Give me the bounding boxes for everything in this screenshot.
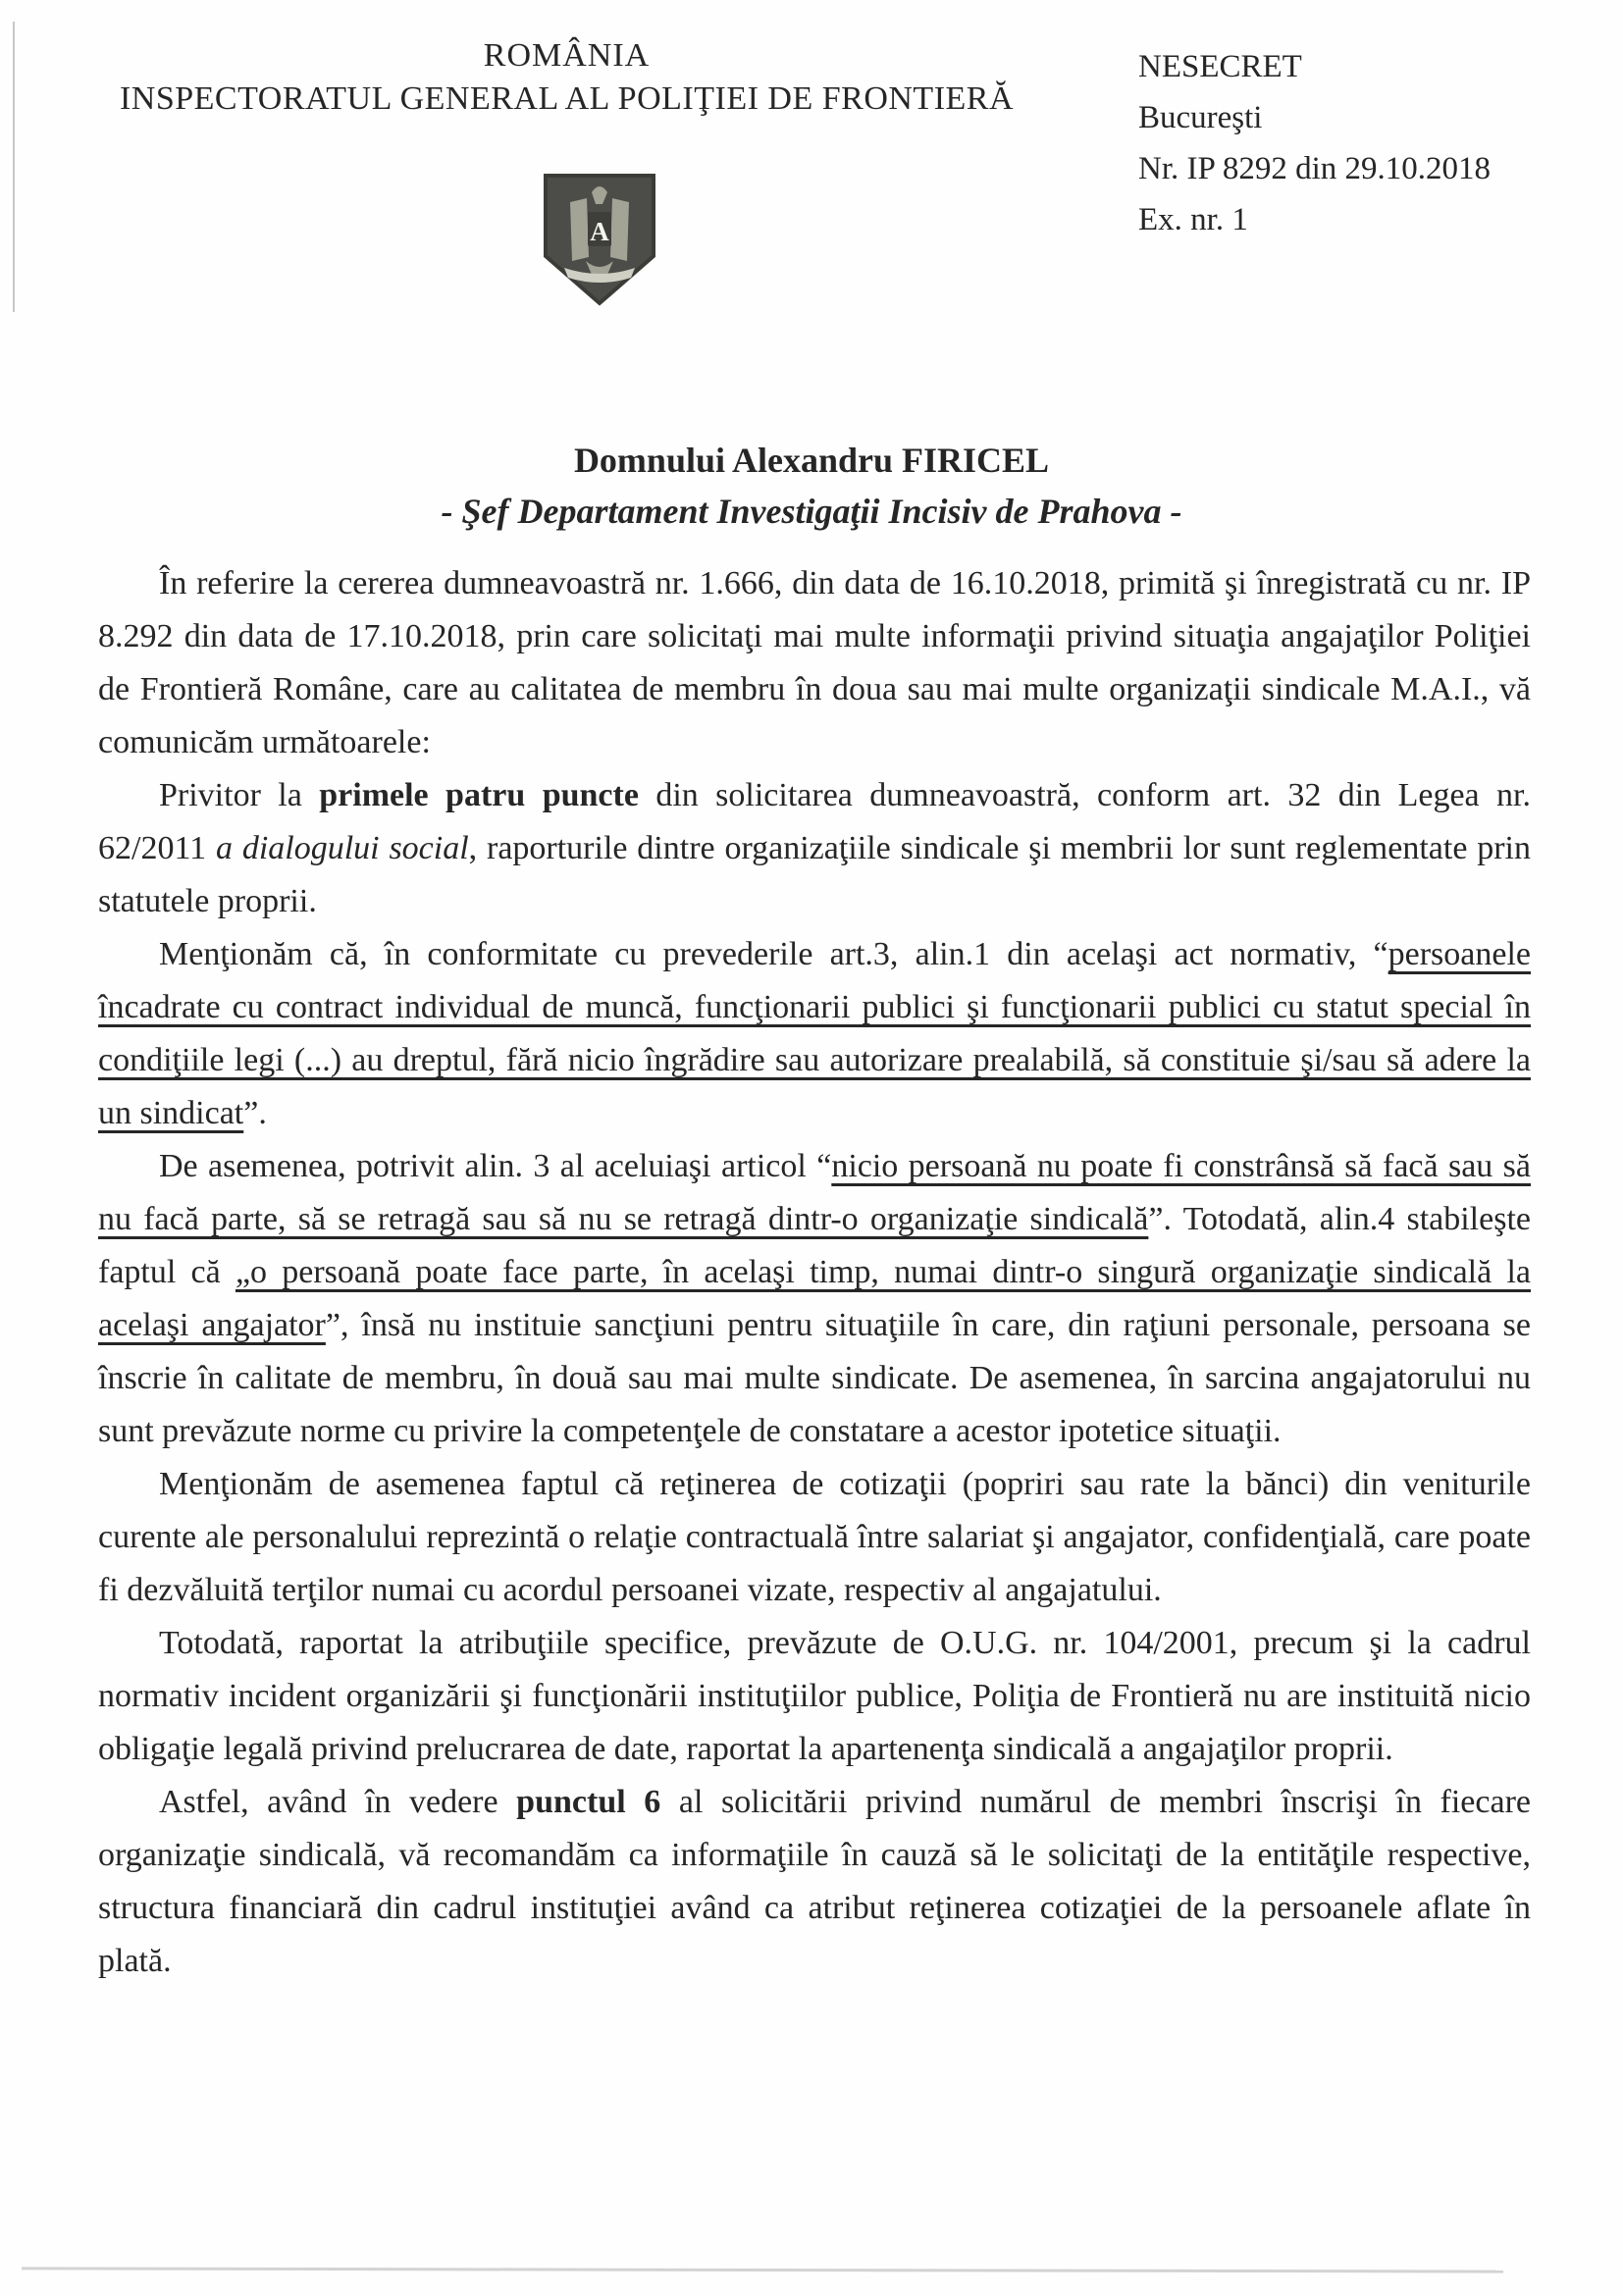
crest-letter: A bbox=[590, 217, 609, 246]
text-segment: ”. bbox=[243, 1095, 267, 1131]
text-segment: În referire la cererea dumneavoastră nr. 1.666, din data de 16.10.2018, primită şi înregistrată cu nr. IP 8.292 din data de 17.10.2018, prin care solicitaţi mai multe informaţii privind situaţia angajaţilor Poliţiei de Frontieră Române, care au calitatea de membru în doua sau mai multe organizaţii sindicale M.A.I., vă comunicăm următoarele: bbox=[98, 565, 1531, 760]
registration-number: Nr. IP 8292 din 29.10.2018 bbox=[1138, 151, 1492, 186]
text-segment: „o persoană poate face parte, în acelaşi timp, numai dintr-o singură organizaţie sindicală la acelaşi angajator bbox=[98, 1254, 1531, 1343]
classification-label: NESECRET bbox=[1138, 49, 1302, 84]
text-segment: ”. Totodată, alin.4 stabileşte faptul că bbox=[98, 1201, 1531, 1290]
addressee-title: - Şef Departament Investigaţii Incisiv de Prahova - bbox=[441, 492, 1182, 531]
text-segment: din solicitarea dumneavoastră, conform art. 32 din Legea nr. 62/2011 bbox=[98, 777, 1531, 866]
city-label: Bucureşti bbox=[1138, 100, 1263, 135]
addressee-block bbox=[0, 440, 1623, 532]
letter-body bbox=[98, 557, 1531, 1988]
scan-artifact-left-line bbox=[13, 22, 15, 312]
text-segment: nicio persoană nu poate fi constrânsă să facă sau să nu facă parte, să se retragă sau să nu se retragă dintr-o organizaţie sindicală bbox=[98, 1148, 1531, 1237]
institution-title: INSPECTORATUL GENERAL AL POLIŢIEI DE FRONTIERĂ bbox=[119, 80, 1015, 117]
text-segment: ”, însă nu instituie sancţiuni pentru situaţiile în care, din raţiuni personale, persoana se înscrie în calitate de membru, în două sau mai multe sindicate. De asemenea, în sarcina angajatorului nu sunt prevăzute norme cu privire la competenţele de constatare a acestor ipotetice situaţii. bbox=[98, 1307, 1531, 1449]
text-segment: primele patru puncte bbox=[319, 777, 639, 813]
country-title: ROMÂNIA bbox=[483, 37, 651, 74]
text-segment: De asemenea, potrivit alin. 3 al aceluiaşi articol “ bbox=[159, 1148, 832, 1184]
text-segment: Astfel, având în vedere bbox=[159, 1784, 517, 1820]
paragraph bbox=[98, 1776, 1531, 1988]
paragraph bbox=[98, 1140, 1531, 1458]
text-segment: a dialogului social bbox=[216, 830, 469, 866]
text-segment: Totodată, raportat la atribuţiile specifice, prevăzute de O.U.G. nr. 104/2001, precum şi la cadrul normativ incident organizării şi funcţionării instituţiilor publice, Poliţia de Frontieră nu are instituită nicio obligaţie legală privind prelucrarea de date, raportat la apartenenţa sindicală a angajaţilor proprii. bbox=[98, 1625, 1531, 1767]
text-segment: Privitor la bbox=[159, 777, 320, 813]
copy-number: Ex. nr. 1 bbox=[1138, 202, 1248, 237]
paragraph bbox=[98, 1458, 1531, 1617]
paragraph bbox=[98, 557, 1531, 769]
scan-artifact-bottom-line bbox=[22, 2267, 1503, 2272]
text-segment: Menţionăm de asemenea faptul că reţinerea de cotizaţii (popriri sau rate la bănci) din veniturile curente ale personalului reprezintă o relaţie contractuală între salariat şi angajator, confidenţială, care poate fi dezvăluită terţilor numai cu acordul persoanei vizate, respectiv al angajatului. bbox=[98, 1466, 1531, 1608]
header-right bbox=[1138, 41, 1491, 245]
text-segment: al solicitării privind numărul de membri înscrişi în fiecare organizaţie sindicală, vă recomandăm ca informaţiile în cauză să le solicitaţi de la entităţile respective, structura financiară din cadrul instituţiei având ca atribut reţinerea cotizaţiei de la persoanele aflate în plată. bbox=[98, 1784, 1531, 1979]
romania-coat-of-arms-icon bbox=[543, 173, 656, 306]
paragraph bbox=[98, 928, 1531, 1140]
text-segment: punctul 6 bbox=[516, 1784, 661, 1820]
addressee-name: Domnului Alexandru FIRICEL bbox=[573, 441, 1050, 480]
text-segment: persoanele încadrate cu contract individual de muncă, funcţionarii publici şi funcţionarii publici cu statut special în condiţiile legi (...) au dreptul, fără nicio îngrădire sau autorizare prealabilă, să constituie şi/sau să adere la un sindicat bbox=[98, 936, 1531, 1131]
paragraph bbox=[98, 769, 1531, 928]
paragraph bbox=[98, 1617, 1531, 1776]
text-segment: Menţionăm că, în conformitate cu prevederile art.3, alin.1 din acelaşi act normativ, “ bbox=[159, 936, 1388, 972]
text-segment: , raporturile dintre organizaţiile sindicale şi membrii lor sunt reglementate prin statutele proprii. bbox=[98, 830, 1532, 919]
header-left bbox=[54, 37, 1079, 118]
